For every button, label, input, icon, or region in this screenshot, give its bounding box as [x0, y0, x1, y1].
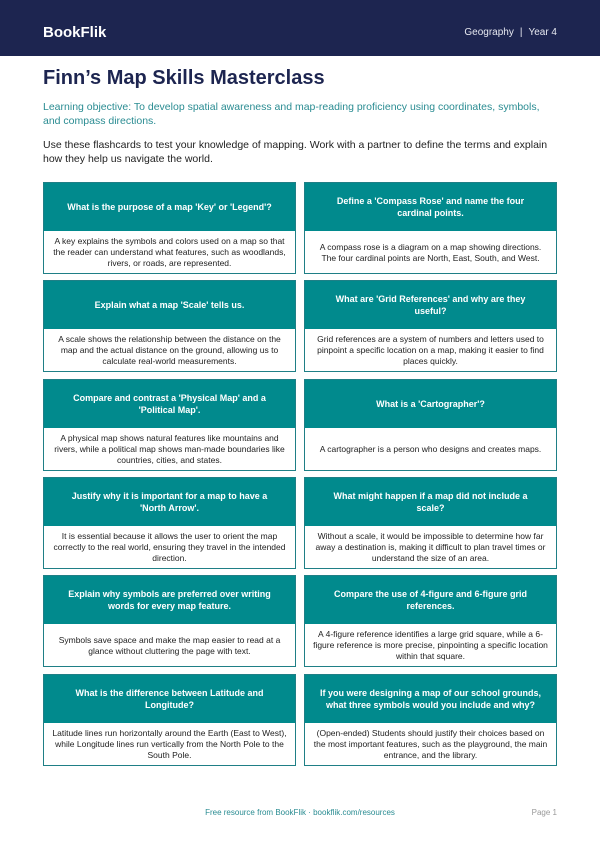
flashcard-answer: It is essential because it allows the user to orient the map correctly to the real world, ensuring they travel in the intended direction.: [53, 531, 286, 563]
flashcard: [43, 182, 296, 274]
flashcard-answer: (Open-ended) Students should justify their choices based on the most important features, such as the playground, the main entrance, and the library.: [313, 728, 548, 760]
meta-separator: |: [519, 27, 523, 38]
flashcard-question: What is a 'Cartographer'?: [305, 380, 556, 428]
flashcard: [304, 182, 557, 274]
flashcard-question: Justify why it is important for a map to have a 'North Arrow'.: [44, 478, 295, 526]
page-title: Finn’s Map Skills Masterclass: [43, 67, 325, 89]
flashcard: [43, 674, 296, 766]
flashcard-question: What might happen if a map did not include a scale?: [305, 478, 556, 526]
header-meta: [464, 27, 557, 39]
subject-label: Geography: [464, 27, 514, 38]
flashcard: [43, 280, 296, 372]
brand-logo[interactable]: BookFlik: [43, 24, 107, 41]
intro-text: Use these flashcards to test your knowledge of mapping. Work with a partner to define the terms and explain how they help us navigate the world.: [43, 139, 548, 165]
page-number: Page 1: [531, 808, 557, 817]
flashcard-answer: A compass rose is a diagram on a map showing directions. The four cardinal points are North, East, South, and West.: [319, 241, 542, 263]
flashcard-question: What is the difference between Latitude and Longitude?: [44, 675, 295, 723]
flashcard-answer: Symbols save space and make the map easier to read at a glance without cluttering the page with text.: [58, 634, 281, 656]
flashcard-answer: A key explains the symbols and colors used on a map so that the reader can understand what features, such as woodlands, rivers, or roads, are represented.: [53, 236, 286, 268]
flashcard-question: Explain what a map 'Scale' tells us.: [44, 281, 295, 329]
flashcard-question: Define a 'Compass Rose' and name the four cardinal points.: [305, 183, 556, 231]
flashcard: [304, 674, 557, 766]
flashcard-question: Compare the use of 4-figure and 6-figure grid references.: [305, 576, 556, 624]
flashcard: [43, 477, 296, 569]
footer-credit[interactable]: Free resource from BookFlik · bookflik.com/resources: [205, 808, 395, 817]
flashcard: [43, 379, 296, 471]
flashcard: [304, 280, 557, 372]
year-label: Year 4: [528, 27, 557, 38]
flashcard-question: What are 'Grid References' and why are they useful?: [305, 281, 556, 329]
flashcard: [304, 379, 557, 471]
flashcard-answer: Without a scale, it would be impossible to determine how far away a destination is, making it difficult to plan travel times or understand the size of an area.: [315, 531, 546, 563]
flashcard-answer: A 4-figure reference identifies a large grid square, while a 6-figure reference is more precise, pinpointing a specific location within that square.: [313, 629, 548, 661]
learning-objective: Learning objective: To develop spatial awareness and map-reading proficiency using coordinates, symbols, and compass directions.: [43, 101, 540, 127]
flashcard-answer: Grid references are a system of numbers and letters used to pinpoint a specific location on a map, making it easier to find places quickly.: [317, 334, 544, 366]
flashcard-answer: A cartographer is a person who designs and creates maps.: [319, 444, 542, 454]
flashcard-question: Explain why symbols are preferred over writing words for every map feature.: [44, 576, 295, 624]
flashcard-question: Compare and contrast a 'Physical Map' and a 'Political Map'.: [44, 380, 295, 428]
header-bar: [0, 0, 600, 56]
flashcard-answer: Latitude lines run horizontally around the Earth (East to West), while Longitude lines run vertically from the North Pole to the South Pole.: [52, 728, 287, 760]
flashcard-question: If you were designing a map of our school grounds, what three symbols would you include and why?: [305, 675, 556, 723]
flashcard-question: What is the purpose of a map 'Key' or 'Legend'?: [44, 183, 295, 231]
flashcard-answer: A physical map shows natural features like mountains and rivers, while a political map shows man-made boundaries like countries, cities, and states.: [54, 433, 285, 465]
flashcard: [304, 575, 557, 667]
flashcard: [43, 575, 296, 667]
flashcard: [304, 477, 557, 569]
flashcard-answer: A scale shows the relationship between the distance on the map and the actual distance on the ground, allowing us to calculate real-world measurements.: [58, 334, 281, 366]
